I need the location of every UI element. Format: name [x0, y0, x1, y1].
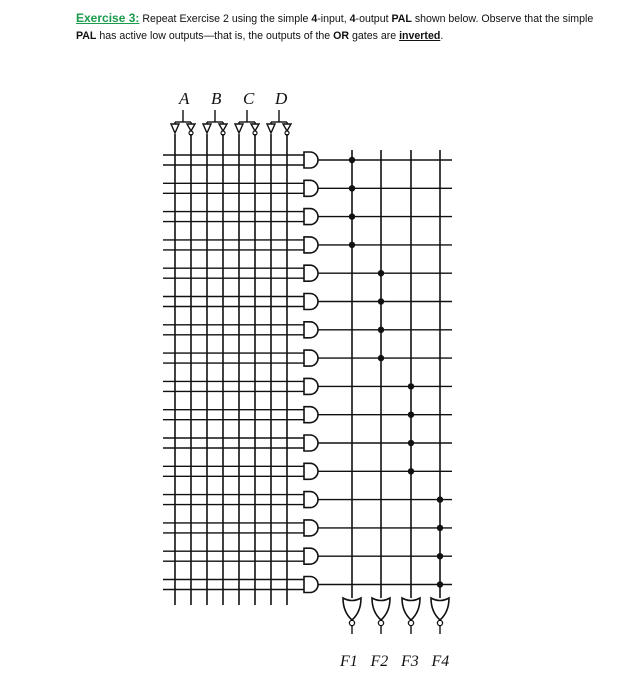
connection-dot — [349, 157, 355, 163]
inverter-icon — [251, 124, 259, 131]
inversion-bubble — [408, 620, 413, 625]
inverter-icon — [219, 124, 227, 131]
input-label-c: C — [243, 89, 255, 108]
and-gate-icon — [304, 237, 318, 253]
text-run: has active low outputs—that is, the outputs of the — [96, 30, 334, 42]
and-gate-icon — [304, 152, 318, 168]
buffer-icon — [171, 124, 179, 133]
text-run: shown below. Observe that the simple — [411, 13, 594, 25]
nor-gate-icon — [431, 598, 449, 620]
inversion-bubble — [437, 620, 442, 625]
connection-dot — [408, 412, 414, 418]
text-run-bold: PAL — [76, 30, 97, 42]
and-gate-icon — [304, 350, 318, 366]
connection-dot — [437, 525, 443, 531]
input-label-b: B — [211, 89, 222, 108]
and-gate-icon — [304, 548, 318, 564]
connection-dot — [408, 383, 414, 389]
and-gate-icon — [304, 265, 318, 281]
input-label-d: D — [275, 89, 288, 108]
output-label-f3: F3 — [401, 653, 419, 670]
connection-dot — [349, 242, 355, 248]
connection-dot — [378, 355, 384, 361]
inversion-bubble — [378, 620, 383, 625]
inverter-icon — [187, 124, 195, 131]
and-gate-icon — [304, 294, 318, 310]
text-run: -input, — [317, 13, 350, 25]
text-run: . — [440, 30, 444, 42]
and-gate-icon — [304, 378, 318, 394]
text-run-bold: 4 — [349, 13, 356, 25]
and-gate-icon — [304, 577, 318, 593]
buffer-icon — [267, 124, 275, 133]
and-gate-icon — [304, 407, 318, 423]
and-gate-icon — [304, 520, 318, 536]
output-label-f1: F1 — [340, 653, 358, 670]
nor-gate-icon — [343, 598, 361, 620]
and-gate-icon — [304, 180, 318, 196]
connection-dot — [378, 298, 384, 304]
connection-dot — [437, 581, 443, 587]
buffer-icon — [235, 124, 243, 133]
text-run-bold: OR — [333, 30, 350, 42]
buffer-icon — [203, 124, 211, 133]
and-gate-icon — [304, 435, 318, 451]
input-label-a: A — [179, 89, 190, 108]
connection-dot — [378, 327, 384, 333]
and-gate-icon — [304, 492, 318, 508]
text-run-bold-underlined: inverted — [399, 30, 441, 42]
exercise-title: Exercise 3: — [76, 11, 140, 25]
inverter-icon — [283, 124, 291, 131]
and-gate-icon — [304, 209, 318, 225]
and-gate-icon — [304, 463, 318, 479]
connection-dot — [408, 468, 414, 474]
connection-dot — [437, 553, 443, 559]
text-run-bold: PAL — [391, 13, 412, 25]
connection-dot — [437, 496, 443, 502]
output-label-f2: F2 — [370, 653, 389, 670]
connection-dot — [408, 440, 414, 446]
connection-dot — [349, 213, 355, 219]
text-run: -output — [355, 13, 392, 25]
inversion-bubble — [349, 620, 354, 625]
connection-dot — [349, 185, 355, 191]
nor-gate-icon — [402, 598, 420, 620]
and-gate-icon — [304, 322, 318, 338]
connection-dot — [378, 270, 384, 276]
nor-gate-icon — [372, 598, 390, 620]
text-run: gates are — [349, 30, 400, 42]
text-run-bold: 4 — [311, 13, 318, 25]
output-label-f4: F4 — [431, 653, 450, 670]
text-run: Repeat Exercise 2 using the simple — [142, 13, 312, 25]
